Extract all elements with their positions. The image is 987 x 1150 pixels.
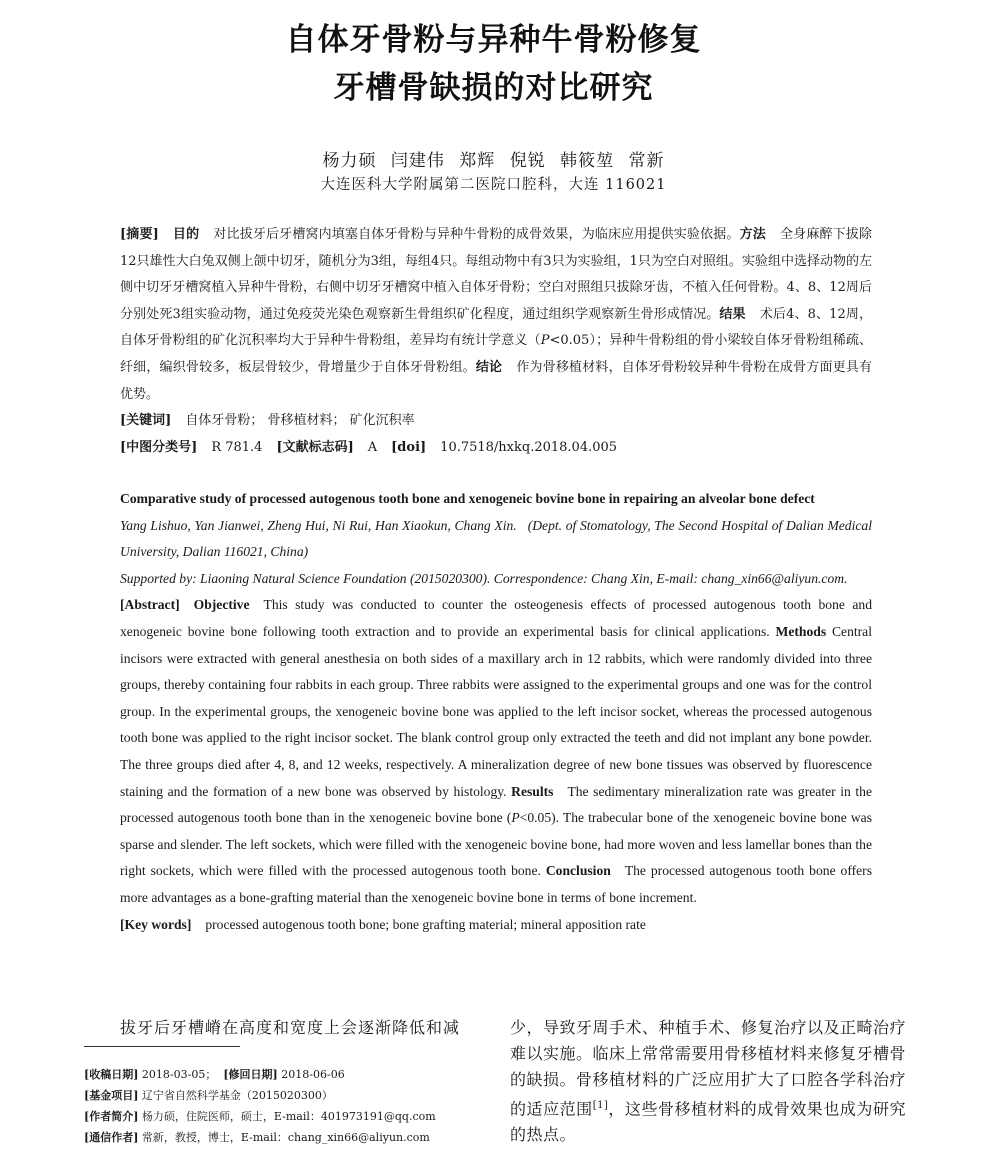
en-keywords-text: processed autogenous tooth bone; bone grafting material; mineral apposition rate [205, 916, 646, 932]
keywords-label: [关键词] [120, 413, 172, 429]
body-paragraph [510, 1015, 906, 1148]
en-p-value-symbol: P [511, 810, 520, 826]
paper-title-line-1: 自体牙骨粉与异种牛骨粉修复 [285, 22, 702, 58]
author-bio-text: 杨力硕，住院医师，硕士，E-mail：401973191@qq.com [141, 1110, 436, 1123]
body-left-column-text: 拔牙后牙槽嵴在高度和宽度上会逐渐降低和减 [120, 1018, 461, 1037]
body-right-column [510, 1015, 906, 1148]
funding-note: Supported by: Liaoning Natural Science Foundation (2015020300). Correspondence: Chang Xin, E-mail: chang_xin66@aliyun.com. [120, 570, 848, 586]
english-authors: Yang Lishuo, Yan Jianwei, Zheng Hui, Ni Rui, Han Xiaokun, Chang Xin. [120, 517, 517, 533]
affiliation: 大连医科大学附属第二医院口腔科，大连 116021 [320, 177, 667, 193]
fund-label: [基金项目] [84, 1089, 139, 1102]
footnote-fund [84, 1085, 504, 1106]
english-author-block [120, 513, 872, 566]
abstract-label: [摘要] [120, 227, 159, 242]
keywords-text: 自体牙骨粉； 骨移植材料； 矿化沉积率 [185, 413, 415, 429]
received-date: 2018-03-05； [141, 1068, 217, 1081]
en-objective-text: This study was conducted to counter the osteogenesis effects of processed autogenous tooth bone and xenogeneic bovine bone following tooth extraction and to provide an experimental basis for clinical applications. [120, 597, 872, 639]
keywords-line [120, 408, 872, 435]
results-text-continued: <0.05）；异种牛骨粉组的骨小梁较自体牙骨粉组稀疏、纤细，编织骨较多，板层骨较少，骨增量少于自体牙骨粉组。 [120, 333, 872, 375]
methods-text: 全身麻醉下拔除12只雄性大白兔双侧上颌中切牙，随机分为3组，每组4只。每组动物中有3只为实验组，1只为空白对照组。实验组中选择动物的左侧中切牙牙槽窝植入异种牛骨粉，右侧中切牙牙槽窝中植入自体牙骨粉；空白对照组只拔除牙齿，不植入任何骨粉。4、8、12周后分别处死3组实验动物，通过免疫荧光染色观察新生骨组织矿化程度，通过组织学观察新生骨形成情况。 [120, 227, 872, 322]
en-abstract-label: [Abstract] [120, 597, 180, 613]
correspondence-label: [通信作者] [84, 1131, 139, 1144]
english-affiliation: (Dept. of Stomatology, The Second Hospital of Dalian Medical University, Dalian 116021, China) [120, 517, 872, 560]
citation-ref: [1] [592, 1100, 609, 1111]
correspondence-text: 常新，教授，博士，E-mail：chang_xin66@aliyun.com [141, 1131, 430, 1144]
chinese-abstract [120, 222, 872, 461]
paper-title-line-2: 牙槽骨缺损的对比研究 [333, 70, 654, 106]
footnote-correspondence [84, 1127, 504, 1148]
methods-label: 方法 [739, 227, 766, 242]
objective-label: 目的 [172, 227, 200, 242]
author-bio-label: [作者简介] [84, 1110, 139, 1123]
p-value-symbol: P [540, 333, 550, 349]
clc-value: R 781.4 [211, 439, 263, 455]
english-abstract [120, 486, 872, 938]
en-results-text-continued: <0.05). The trabecular bone of the xenogeneic bovine bone was sparse and slender. The left sockets, which were filled with the xenogeneic bovine bone, had more woven and less lamellar bones than the right sockets, which were filled with the processed autogenous tooth bone. [120, 810, 872, 879]
doc-code-value: A [367, 439, 378, 455]
clc-label: [中图分类号] [120, 439, 198, 455]
footnote-dates [84, 1064, 504, 1085]
received-label: [收稿日期] [84, 1068, 139, 1081]
body-text-continued: ，这些骨移植材料的成骨效果也成为研究的热点。 [510, 1099, 906, 1145]
revised-date: 2018-06-06 [281, 1068, 345, 1081]
en-conclusion-label: Conclusion [545, 863, 611, 879]
en-methods-label: Methods [775, 623, 827, 639]
english-abstract-paragraph [120, 592, 872, 911]
conclusion-text: 作为骨移植材料，自体牙骨粉较异种牛骨粉在成骨方面更具有优势。 [120, 359, 872, 402]
en-conclusion-text: The processed autogenous tooth bone offers more advantages as a bone-grafting material than the xenogeneic bovine bone in terms of bone increment. [120, 863, 872, 905]
fund-text: 辽宁省自然科学基金（2015020300） [141, 1089, 333, 1102]
objective-text: 对比拔牙后牙槽窝内填塞自体牙骨粉与异种牛骨粉的成骨效果，为临床应用提供实验依据。 [213, 227, 740, 242]
en-results-text: The sedimentary mineralization rate was greater in the processed autogenous tooth bone than in the xenogeneic bovine bone ( [120, 783, 872, 826]
en-keywords-label: [Key words] [120, 916, 192, 932]
doc-code-label: [文献标志码] [276, 439, 354, 455]
conclusion-label: 结论 [475, 359, 503, 375]
en-objective-label: Objective [193, 597, 250, 613]
en-methods-text: Central incisors were extracted with general anesthesia on both sides of a maxillary arch in 12 rabbits, which were randomly divided into three groups, thereby containing four rabbits in each group. Three rabbits were assigned to the experimental groups and one was for the control group. In the experimental groups, the xenogeneic bovine bone was applied to the left incisor socket, whereas the processed autogenous tooth bone was applied to the right incisor socket. The blank control group only extracted the teeth and did not implant any bone powder. The three groups died after 4, 8, and 12 weeks, respectively. A mineralization degree of new bone tissues was observed by fluorescence staining and the formation of a new bone was observed by histology. [120, 623, 872, 799]
en-results-label: Results [511, 783, 554, 799]
results-text: 术后4、8、12周，自体牙骨粉组的矿化沉积率均大于异种牛骨粉组，差异均有统计学意义（ [120, 306, 872, 349]
results-label: 结果 [719, 306, 746, 322]
revised-label: [修回日期] [223, 1068, 278, 1081]
doi-value: 10.7518/hxkq.2018.04.005 [440, 439, 618, 455]
body-text: 少，导致牙周手术、种植手术、修复治疗以及正畸治疗难以实施。临床上常常需要用骨移植材料来修复牙槽骨的缺损。骨移植材料的广泛应用扩大了口腔各学科治疗的适应范围 [510, 1018, 907, 1119]
doi-label: [doi] [391, 439, 427, 455]
footnote-author [84, 1106, 504, 1127]
author-list: 杨力硕 闫建伟 郑辉 倪锐 韩筱堃 常新 [322, 151, 665, 171]
classification-line [120, 435, 872, 462]
footnotes [84, 1064, 504, 1148]
english-keywords-line [120, 912, 872, 939]
english-title: Comparative study of processed autogenous tooth bone and xenogeneic bovine bone in repairing an alveolar bone defect [120, 491, 815, 506]
abstract-paragraph [120, 222, 872, 408]
footnote-divider [84, 1046, 240, 1047]
